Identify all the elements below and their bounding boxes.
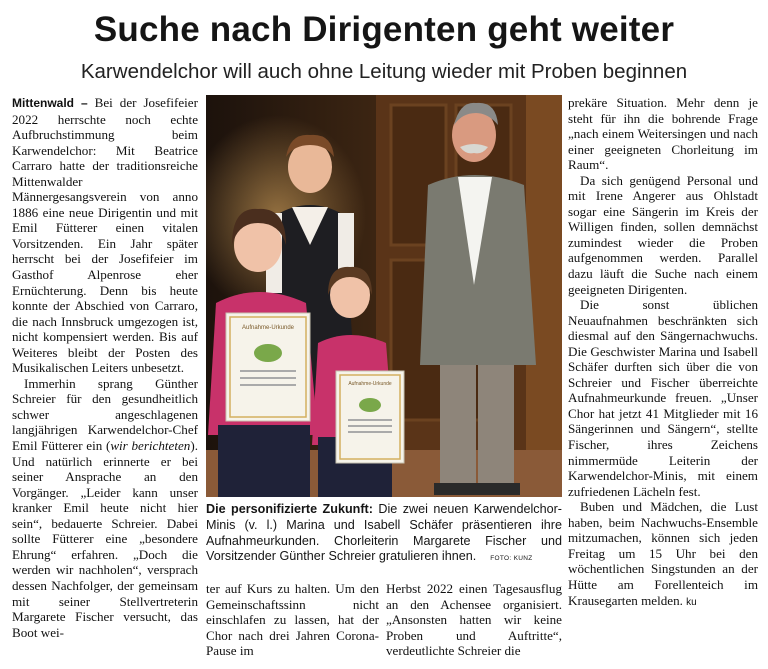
paragraph-1-text: Bei der Josefifeier 2022 herrschte noch echte Aufbruchstimmung beim Karwendelchor: Mit Beatrice Carraro hatte der traditionsreiche Mittenwalder Männergesangsverein von anno 1886 eine neue Dirigentin und mit Emil Fütterer einen vitalen Vorsitzenden. Ein Jahr später herrscht bei der Josefifeier im Gasthof Alpenrose eher Ernüchterung. Denn bis heute konnte der Abschied von Carraro, die nach Innsbruck umgezogen ist, nicht kompensiert werden. Bis auf Weiteres bleibt der Posten des Musikalischen Leiters unbesetzt. (12, 95, 198, 376)
column-4-paragraph-1: prekäre Situation. Mehr denn je steht für ihn die bohrende Frage „nach einem Weitersingen und nach einer geeigneten Chorleitung im Raum“. (568, 95, 758, 173)
subheadline: Karwendelchor will auch ohne Leitung wieder mit Proben beginnen (80, 60, 688, 83)
article-photo (206, 95, 562, 497)
article-column-3-bottom (386, 581, 562, 659)
certificate-2 (336, 371, 404, 463)
certificate-1 (226, 313, 310, 421)
column-2-text: ter auf Kurs zu halten. Um den Gemeinschaftssinn nicht einschlafen zu lassen, hat der Chor nach drei Jahren Corona-Pause im (206, 581, 379, 659)
column-4-paragraph-2: Da sich genügend Personal und mit Irene Angerer aus Ohlstadt sogar eine Sängerin im Kreis der Willigen finden, sollen demnächst zumindest wieder die Proben aufgenommen werden. Parallel dazu läuft die Suche nach einem geeigneten Dirigenten. (568, 172, 758, 297)
paragraph-2-text-a: Immerhin sprang Günther Schreier für den gesundheitlich schwer angeschlagenen langjährigen Karwendelchor-Chef Emil Fütterer ein ( (12, 375, 198, 454)
paragraph-2 (12, 376, 198, 640)
column-3-text: Herbst 2022 einen Tagesausflug an den Achensee organisiert. „Ansonsten hatten wir keine Proben und Auftritte“, verdeutlichte Schreier die (386, 581, 562, 659)
paragraph-2-text-b: ). Und natürlich erinnerte er bei seiner Ansprache an den Vorgänger. „Leider kann unser kranker Emil heute nicht hier sein“, bedauerte Schreier. Dabei sollte Fütterer eine „besondere Ehrung“ erfahren. „Doch die werden wir nachholen“, versprach dessen Nachfolger, der gemeinsam mit seiner Stellvertreterin Margarete Fischer versucht, das Boot wei- (12, 438, 198, 640)
certificate-2-title: Aufnahme-Urkunde (348, 381, 392, 387)
column-4-paragraph-4-text: Buben und Mädchen, die Lust haben, beim Nachwuchs-Ensemble mitzumachen, können sich jeden Freitag um 15 Uhr bei den wöchentlichen Singstunden an der Hütte am Forellenteich im Krausegarten melden. (568, 499, 758, 608)
dateline: Mittenwald – (12, 96, 88, 110)
photo-caption (206, 502, 562, 567)
certificate-1-title: Aufnahme-Urkunde (241, 325, 295, 331)
article-column-4 (568, 95, 758, 610)
paragraph-1 (12, 95, 198, 376)
column-4-paragraph-4 (568, 499, 758, 610)
article-column-2-bottom (206, 581, 379, 659)
photo-credit: FOTO: KUNZ (490, 555, 533, 563)
author-signature: ku (686, 596, 697, 608)
article-column-1 (12, 95, 198, 640)
paragraph-2-italic: wir berichteten (110, 438, 191, 454)
caption-text: Die zwei neuen Karwendelchor-Minis (v. l.) Marina und Isabell Schäfer präsentieren ihre Aufnahmeurkunden. Chorleiterin Margarete Fischer und Vorsitzender Günther Schreier gratulieren ihnen. (206, 502, 562, 564)
caption-lead: Die personifizierte Zukunft: (206, 502, 373, 516)
headline: Suche nach Dirigenten geht weiter (93, 10, 675, 49)
column-4-paragraph-3: Die sonst üblichen Neuaufnahmen beschränkten sich diesmal auf den Sängernachwuchs. Die Geschwister Marina und Isabell Schäfer durften sich über die von Schreier und Fischer überreichte Aufnahmeurkunde freuen. „Unser Chor hat jetzt 41 Mitglieder mit 16 Sängerinnen und Sängern“, stellte Fischer, ihres Zeichens nimmermüde Leiterin der Karwendelchor-Minis, mit einem zufriedenen Lächeln fest. (568, 297, 758, 499)
